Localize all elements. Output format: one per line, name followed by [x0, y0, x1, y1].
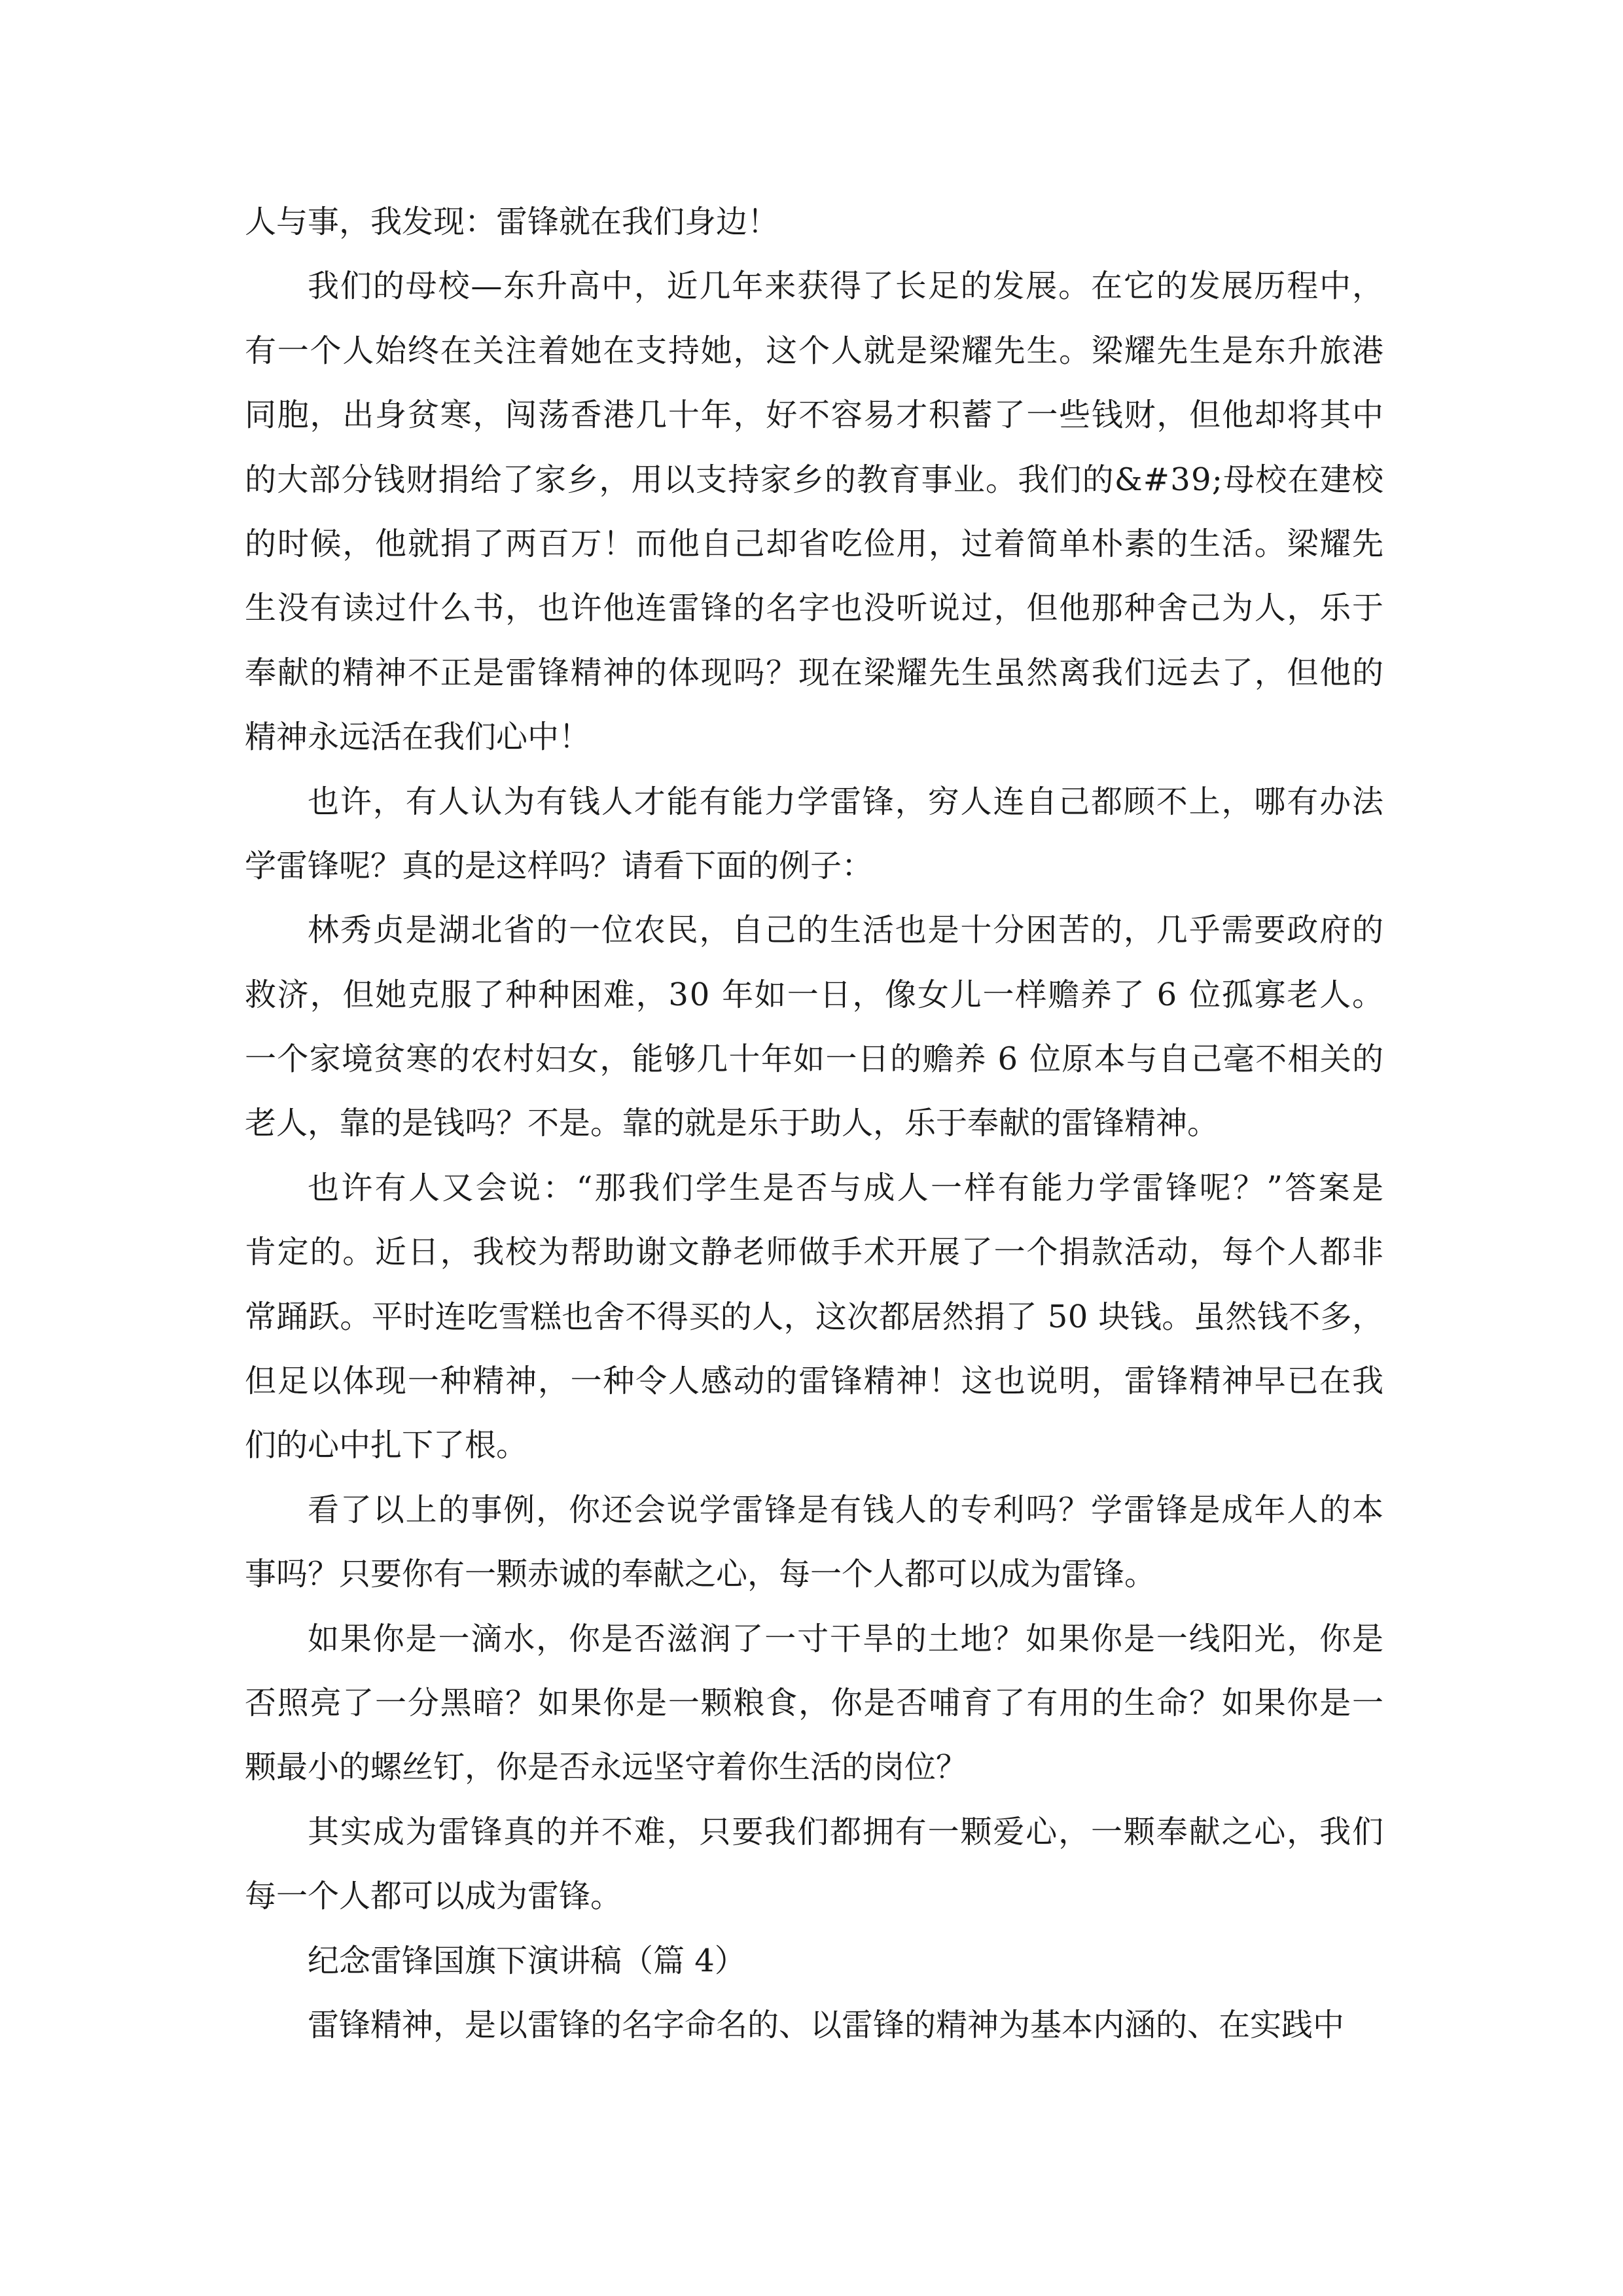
paragraph-first-line: 看了以上的事例，你还会说学雷锋是有钱人的专利吗？学雷锋是成年人的本	[308, 1491, 1385, 1528]
text-line: 一个家境贫寒的农村妇女，能够几十年如一日的赡养 6 位原本与自己毫不相关的	[245, 1041, 1385, 1078]
text-line: 救济，但她克服了种种困难，30 年如一日，像女儿一样赡养了 6 位孤寡老人。	[245, 976, 1385, 1013]
text-line: 们的心中扎下了根。	[245, 1427, 528, 1464]
text-line: 精神永远活在我们心中！	[245, 719, 591, 756]
text-line: 的大部分钱财捐给了家乡，用以支持家乡的教育事业。我们的&#39;母校在建校	[245, 461, 1385, 498]
text-line: 肯定的。近日，我校为帮助谢文静老师做手术开展了一个捐款活动，每个人都非	[245, 1234, 1385, 1271]
text-line: 有一个人始终在关注着她在支持她，这个人就是梁耀先生。梁耀先生是东升旅港	[245, 332, 1385, 369]
paragraph-first-line: 林秀贞是湖北省的一位农民，自己的生活也是十分困苦的，几乎需要政府的	[308, 912, 1385, 949]
paragraph-first-line: 我们的母校—东升高中，近几年来获得了长足的发展。在它的发展历程中，	[308, 268, 1385, 305]
text-line: 奉献的精神不正是雷锋精神的体现吗？现在梁耀先生虽然离我们远去了，但他的	[245, 654, 1385, 691]
paragraph-first-line: 其实成为雷锋真的并不难，只要我们都拥有一颗爱心，一颗奉献之心，我们	[308, 1813, 1385, 1850]
text-line: 常踊跃。平时连吃雪糕也舍不得买的人，这次都居然捐了 50 块钱。虽然钱不多，	[245, 1298, 1384, 1335]
text-line: 生没有读过什么书，也许他连雷锋的名字也没听说过，但他那种舍己为人，乐于	[245, 590, 1385, 627]
paragraph-first-line: 也许，有人认为有钱人才能有能力学雷锋，穷人连自己都顾不上，哪有办法	[308, 783, 1385, 820]
paragraph-first-line: 雷锋精神，是以雷锋的名字命名的、以雷锋的精神为基本内涵的、在实践中	[308, 2006, 1345, 2043]
text-line: 同胞，出身贫寒，闯荡香港几十年，好不容易才积蓄了一些钱财，但他却将其中	[245, 397, 1385, 434]
document-body	[245, 190, 1386, 2057]
text-line: 但足以体现一种精神，一种令人感动的雷锋精神！这也说明，雷锋精神早已在我	[245, 1363, 1385, 1400]
paragraph-first-line: 也许有人又会说：“那我们学生是否与成人一样有能力学雷锋呢？”答案是	[308, 1169, 1386, 1206]
text-line: 学雷锋呢？真的是这样吗？请看下面的例子：	[245, 847, 874, 884]
text-line: 的时候，他就捐了两百万！而他自己却省吃俭用，过着简单朴素的生活。梁耀先	[245, 525, 1385, 562]
text-line: 每一个人都可以成为雷锋。	[245, 1878, 622, 1915]
text-line: 事吗？只要你有一颗赤诚的奉献之心，每一个人都可以成为雷锋。	[245, 1556, 1156, 1593]
text-line: 否照亮了一分黑暗？如果你是一颗粮食，你是否哺育了有用的生命？如果你是一	[245, 1684, 1385, 1721]
text-line: 人与事，我发现：雷锋就在我们身边！	[245, 204, 779, 240]
paragraph-first-line: 如果你是一滴水，你是否滋润了一寸干旱的土地？如果你是一线阳光，你是	[308, 1620, 1385, 1657]
paragraph-first-line: 纪念雷锋国旗下演讲稿（篇 4）	[308, 1942, 746, 1979]
text-line: 老人，靠的是钱吗？不是。靠的就是乐于助人，乐于奉献的雷锋精神。	[245, 1105, 1219, 1142]
text-line: 颗最小的螺丝钉，你是否永远坚守着你生活的岗位？	[245, 1749, 968, 1786]
